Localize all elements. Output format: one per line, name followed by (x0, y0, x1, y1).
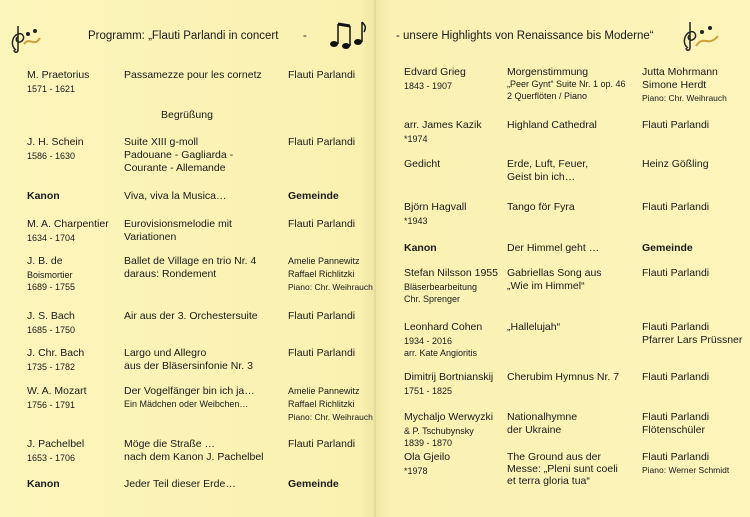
composer-years: 1685 - 1750 (27, 325, 76, 335)
performer: Piano: Chr. Weihrauch (642, 93, 727, 103)
composer-years: *1943 (404, 216, 428, 226)
composer-years: 1653 - 1706 (27, 453, 76, 463)
composer-years: 1934 - 2016 (404, 336, 453, 346)
piece-title: The Ground aus der (507, 451, 601, 463)
piece-title: Geist bin ich… (507, 171, 576, 183)
composer-name: arr. James Kazik (404, 119, 482, 131)
piece-title: nach dem Kanon J. Pachelbel (124, 451, 264, 463)
performer: Gemeinde (288, 478, 339, 490)
performer: Pfarrer Lars Prüssner (642, 334, 743, 346)
composer-name: Björn Hagvall (404, 201, 467, 213)
performer: Amelie Pannewitz (288, 386, 360, 396)
piece-title: der Ukraine (507, 424, 562, 436)
composer-name: Mychaljo Werwyzki (404, 411, 494, 423)
composer-name: Dimitrij Bortnianskij (404, 371, 494, 383)
performer: Flauti Parlandi (288, 347, 356, 359)
piece-title: Gabriellas Song aus (507, 267, 602, 279)
performer: Flauti Parlandi (288, 218, 356, 230)
performer: Flauti Parlandi (642, 321, 710, 333)
performer: Flauti Parlandi (642, 267, 710, 279)
composer-name: Stefan Nilsson 1955 (404, 267, 498, 279)
treble-clef-icon (8, 22, 42, 54)
composer-years: 1689 - 1755 (27, 282, 76, 292)
composer-name: M. Praetorius (27, 69, 90, 81)
composer-name: J. H. Schein (27, 136, 84, 148)
composer-years: 1839 - 1870 (404, 438, 453, 448)
performer: Flauti Parlandi (642, 411, 710, 423)
performer: Flauti Parlandi (642, 451, 710, 463)
program-title: Programm: „Flauti Parlandi in concert (88, 30, 279, 42)
program-subtitle: - unsere Highlights von Renaissance bis Moderne“ (396, 30, 654, 42)
performer: Flauti Parlandi (642, 119, 710, 131)
composer-years: 1751 - 1825 (404, 386, 453, 396)
composer-years: & P. Tschubynsky (404, 426, 474, 436)
composer-years: *1978 (404, 466, 428, 476)
piece-title: Messe: „Pleni sunt coeli (507, 463, 618, 475)
performer: Flauti Parlandi (642, 371, 710, 383)
performer: Flauti Parlandi (642, 201, 710, 213)
performer: Flauti Parlandi (288, 438, 356, 450)
composer-years: 1735 - 1782 (27, 362, 76, 372)
performer: Piano: Chr. Weihrauch (288, 282, 373, 292)
piece-title: daraus: Rondement (124, 268, 217, 280)
piece-title: Möge die Straße … (124, 438, 216, 450)
composer-years: Boismortier (27, 270, 73, 280)
piece-title: et terra gloria tua“ (507, 475, 590, 487)
performer: Flauti Parlandi (288, 136, 356, 148)
performer: Simone Herdt (642, 79, 707, 91)
composer-years: 1843 - 1907 (404, 81, 453, 91)
page-fold (374, 0, 376, 517)
piece-title: Der Himmel geht … (507, 242, 600, 254)
composer-name: Ola Gjeilo (404, 451, 451, 463)
piece-title: Erde, Luft, Feuer, (507, 158, 589, 170)
composer-years: 1634 - 1704 (27, 233, 76, 243)
composer-years: Chr. Sprenger (404, 294, 461, 304)
performer: Raffael Richlitzki (288, 269, 355, 279)
piece-title: Highland Cathedral (507, 119, 597, 131)
piece-title: „Wie im Himmel“ (507, 280, 585, 292)
title-dash: - (303, 30, 307, 42)
performer: Raffael Richlitzki (288, 399, 355, 409)
composer-name: J. S. Bach (27, 310, 75, 322)
piece-title: Ballet de Village en trio Nr. 4 (124, 255, 257, 267)
treble-clef-icon-right (680, 18, 720, 54)
composer-name: J. Chr. Bach (27, 347, 85, 359)
performer: Gemeinde (642, 242, 693, 254)
piece-title: Passamezze pour les cornetz (124, 69, 262, 81)
piece-title: Cherubim Hymnus Nr. 7 (507, 371, 620, 383)
composer-name: Edvard Grieg (404, 66, 466, 78)
piece-title: Padouane - Gagliarda - (124, 149, 234, 161)
greeting-caption: Begrüßung (161, 109, 213, 121)
composer-name: J. Pachelbel (27, 438, 85, 450)
composer-years: *1974 (404, 134, 428, 144)
piece-title: Morgenstimmung (507, 66, 589, 78)
piece-title: Der Vogelfänger bin ich ja… (124, 385, 255, 397)
piece-title: „Peer Gynt“ Suite Nr. 1 op. 46 (507, 79, 626, 89)
performer: Piano: Werner Schmidt (642, 465, 730, 475)
performer: Gemeinde (288, 190, 339, 202)
composer-name: Leonhard Cohen (404, 321, 483, 333)
performer: Flötenschüler (642, 424, 706, 436)
composer-name: Kanon (404, 242, 437, 254)
composer-years: arr. Kate Angioritis (404, 348, 478, 358)
piece-title: „Hallelujah“ (507, 321, 561, 333)
composer-name: M. A. Charpentier (27, 218, 109, 230)
piece-title: Jeder Teil dieser Erde… (124, 478, 236, 490)
piece-title: 2 Querflöten / Piano (507, 91, 588, 101)
composer-name: Kanon (27, 190, 60, 202)
composer-years: Bläserbearbeitung (404, 282, 478, 292)
performer: Flauti Parlandi (288, 69, 356, 81)
piece-title: Eurovisionsmelodie mit (124, 218, 232, 230)
piece-title: Variationen (124, 231, 177, 243)
piece-title: Courante - Allemande (124, 162, 226, 174)
piece-title: aus der Bläsersinfonie Nr. 3 (124, 360, 253, 372)
composer-name: Kanon (27, 478, 60, 490)
performer: Flauti Parlandi (288, 310, 356, 322)
composer-years: 1756 - 1791 (27, 400, 76, 410)
piece-title: Air aus der 3. Orchestersuite (124, 310, 258, 322)
composer-years: 1586 - 1630 (27, 151, 76, 161)
piece-title: Tango för Fyra (507, 201, 575, 213)
piece-title: Ein Mädchen oder Weibchen… (124, 399, 249, 409)
music-notes-icon (328, 20, 368, 50)
performer: Jutta Mohrmann (642, 66, 718, 78)
piece-title: Nationalhymne (507, 411, 578, 423)
composer-name: W. A. Mozart (27, 385, 87, 397)
piece-title: Largo und Allegro (124, 347, 207, 359)
performer: Piano: Chr. Weihrauch (288, 412, 373, 422)
performer: Amelie Pannewitz (288, 256, 360, 266)
piece-title: Viva, viva la Musica… (124, 190, 227, 202)
composer-name: Gedicht (404, 158, 441, 170)
composer-years: 1571 - 1621 (27, 84, 76, 94)
performer: Heinz Gößling (642, 158, 709, 170)
composer-name: J. B. de (27, 255, 63, 267)
piece-title: Suite XIII g-moll (124, 136, 199, 148)
